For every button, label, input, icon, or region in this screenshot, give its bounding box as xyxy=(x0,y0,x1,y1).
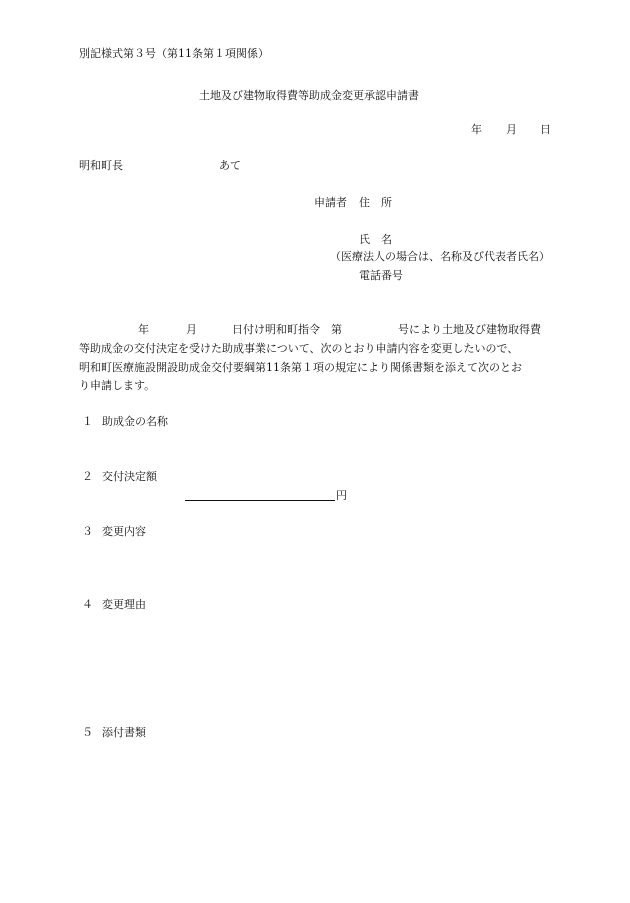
applicant-name: 氏 名 xyxy=(359,233,392,246)
amount-underline xyxy=(185,500,335,501)
addressee-name: 明和町長 xyxy=(79,159,123,172)
item-label: 交付決定額 xyxy=(102,470,157,483)
body-line3: 明和町医療施設開設助成金交付要綱第11条第１項の規定により関係書類を添えて次のとお xyxy=(79,361,522,374)
item-label: 変更理由 xyxy=(102,598,146,611)
amount-unit: 円 xyxy=(336,489,347,502)
body-line1-rest: 号により土地及び建物取得費 xyxy=(398,323,541,336)
date-day: 日 xyxy=(540,123,551,136)
body-line2: 等助成金の交付決定を受けた助成事業について、次のとおり申請内容を変更したいので、 xyxy=(79,342,519,355)
applicant-note: （医療法人の場合は、名称及び代表者氏名） xyxy=(330,250,550,263)
addressee-suffix: あて xyxy=(219,159,241,172)
body-line4: り申請します。 xyxy=(79,379,156,392)
body-year: 年 xyxy=(138,323,149,336)
item-label: 変更内容 xyxy=(102,525,146,538)
item-label: 添付書類 xyxy=(102,726,146,739)
item-number: ３ xyxy=(82,525,93,538)
body-date-ref: 日付け明和町指令 第 xyxy=(232,323,342,336)
applicant-phone: 電話番号 xyxy=(359,269,403,282)
item-number: ２ xyxy=(82,470,93,483)
item-number: ４ xyxy=(82,598,93,611)
body-month: 月 xyxy=(186,323,197,336)
applicant-label: 申請者 xyxy=(314,196,347,209)
item-number: ５ xyxy=(82,726,93,739)
document-title: 土地及び建物取得費等助成金変更承認申請書 xyxy=(199,89,419,102)
form-number: 別記様式第３号（第11条第１項関係） xyxy=(79,47,269,60)
date-year: 年 xyxy=(471,123,482,136)
date-month: 月 xyxy=(506,123,517,136)
item-label: 助成金の名称 xyxy=(102,415,168,428)
item-number: １ xyxy=(82,415,93,428)
applicant-address: 住 所 xyxy=(359,196,392,209)
